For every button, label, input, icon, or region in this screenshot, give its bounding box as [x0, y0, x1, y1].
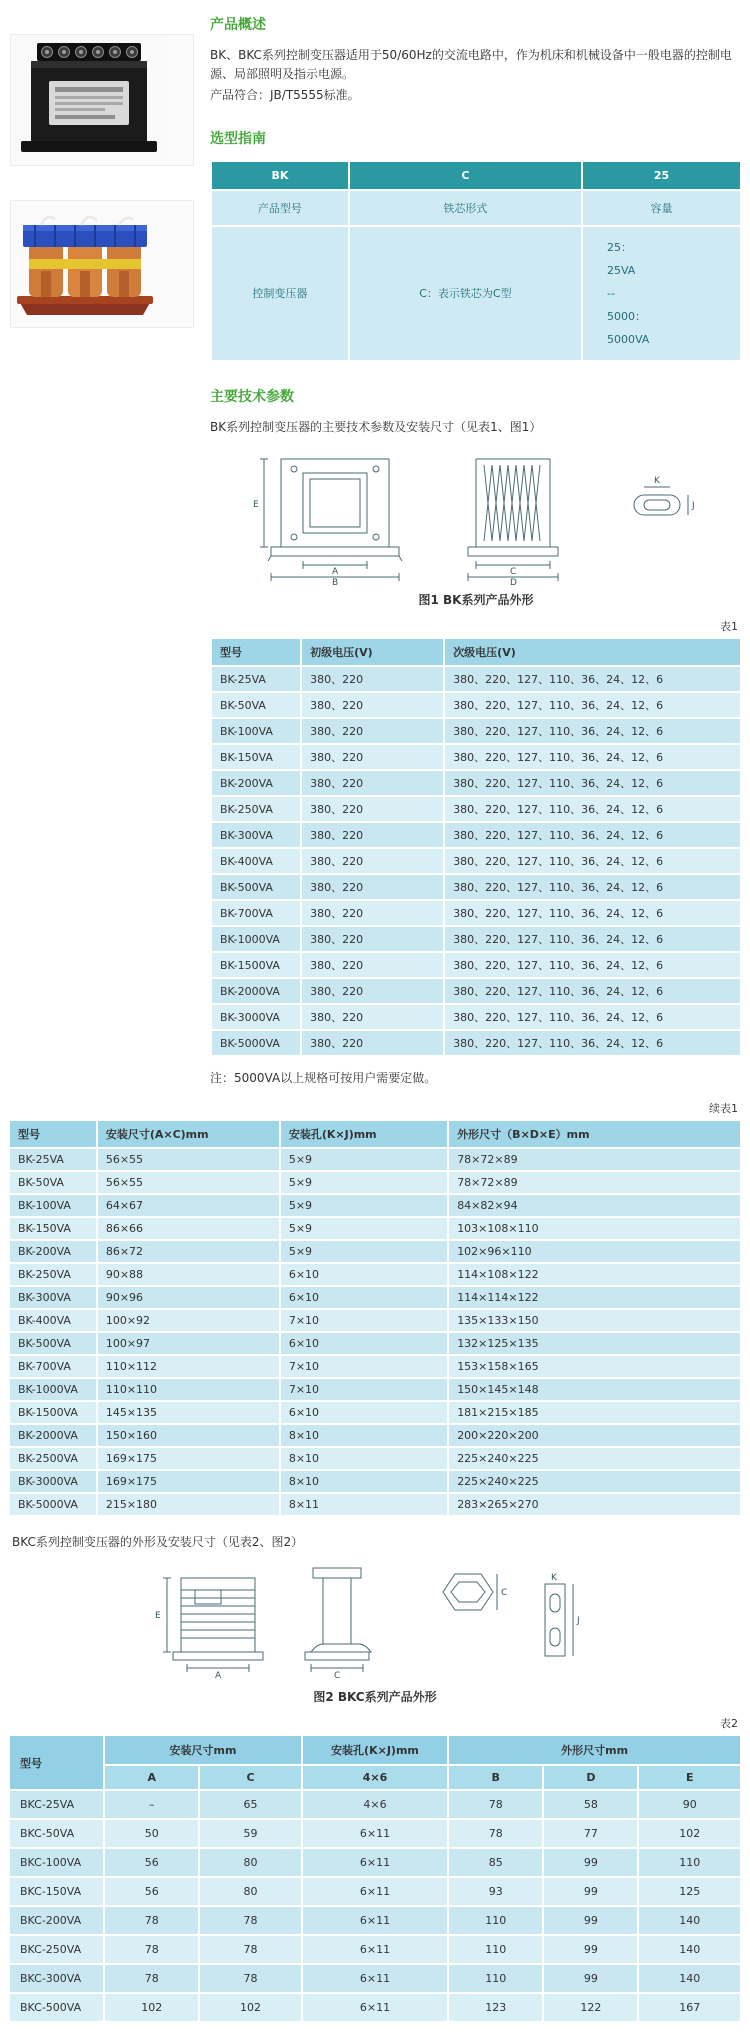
table-cell: 110	[448, 1964, 543, 1993]
table-cell: 215×180	[97, 1493, 280, 1516]
dim-label-e2: E	[155, 1611, 161, 1622]
table-cell: BK-1000VA	[9, 1378, 97, 1401]
table-row	[211, 926, 741, 952]
table-row	[9, 1355, 741, 1378]
table-cell: 8×10	[280, 1447, 448, 1470]
black-transformer-image	[11, 35, 167, 161]
figure1	[210, 447, 742, 585]
table-cell: 100×97	[97, 1332, 280, 1355]
table-cell: 380、220、127、110、36、24、12、6	[444, 666, 741, 692]
table2-bkc-dimensions	[8, 1734, 742, 2023]
table-cell: 78	[104, 1935, 199, 1964]
table2-header-model: 型号	[9, 1735, 104, 1790]
table-cell: BK-400VA	[9, 1309, 97, 1332]
table-row	[211, 900, 741, 926]
table-row	[9, 1309, 741, 1332]
table-cell: 380、220	[301, 1030, 444, 1056]
table-cell: 90	[638, 1790, 741, 1819]
column-header: 次级电压(V)	[444, 638, 741, 666]
bkc-intro: BKC系列控制变压器的外形及安装尺寸（见表2、图2）	[12, 1535, 304, 1550]
table2-body	[9, 1790, 741, 2022]
table-cell: 380、220	[301, 744, 444, 770]
table-cell: 200×220×200	[448, 1424, 741, 1447]
table2-header-outline: 外形尺寸mm	[448, 1735, 741, 1765]
table-row	[211, 952, 741, 978]
selection-label-capacity: 容量	[582, 190, 741, 226]
table-cell: BK-100VA	[211, 718, 301, 744]
table-cell: 283×265×270	[448, 1493, 741, 1516]
table-cell: BK-5000VA	[211, 1030, 301, 1056]
table-cell: 225×240×225	[448, 1470, 741, 1493]
dim-label-k2: K	[551, 1573, 557, 1584]
table-cell: 103×108×110	[448, 1217, 741, 1240]
table-row	[9, 1148, 741, 1171]
table-cell: 380、220、127、110、36、24、12、6	[444, 978, 741, 1004]
table-cell: 90×96	[97, 1286, 280, 1309]
table-cell: 135×133×150	[448, 1309, 741, 1332]
selection-header-row	[211, 161, 741, 190]
table-cell: 380、220	[301, 900, 444, 926]
table-cell: 8×10	[280, 1424, 448, 1447]
table-cell: 150×145×148	[448, 1378, 741, 1401]
table-row	[211, 978, 741, 1004]
table1-header-row	[211, 638, 741, 666]
table-cell: 125	[638, 1877, 741, 1906]
table-cell: 102	[104, 1993, 199, 2022]
table-cell: 99	[543, 1935, 638, 1964]
table-cell: 78×72×89	[448, 1171, 741, 1194]
table-row	[9, 1493, 741, 1516]
table-cell: BK-2500VA	[9, 1447, 97, 1470]
table-cell: 380、220	[301, 952, 444, 978]
table1-continued-dimensions	[8, 1119, 742, 1517]
selection-title: 选型指南	[210, 130, 266, 147]
capacity-line: 25：	[606, 240, 632, 254]
selection-label-core: 铁芯形式	[349, 190, 582, 226]
table-row	[211, 1004, 741, 1030]
table-cell: 6×11	[302, 1935, 448, 1964]
colored-transformer-image	[11, 201, 159, 323]
table-cell: 77	[543, 1819, 638, 1848]
dim-label-a2: A	[215, 1671, 222, 1682]
table-row	[9, 1877, 741, 1906]
table-row	[211, 874, 741, 900]
table-cell: 150×160	[97, 1424, 280, 1447]
table-cell: BK-1000VA	[211, 926, 301, 952]
table-cell: 78	[448, 1790, 543, 1819]
table-cell: BK-500VA	[211, 874, 301, 900]
dim-label-c: C	[510, 567, 517, 578]
table-cell: 380、220	[301, 874, 444, 900]
table-cell: 380、220	[301, 822, 444, 848]
table-row	[9, 1993, 741, 2022]
column-header: 安装孔(K×J)mm	[280, 1120, 448, 1148]
table-cell: BK-150VA	[211, 744, 301, 770]
table-cell: BK-3000VA	[211, 1004, 301, 1030]
table-cell: 6×11	[302, 1877, 448, 1906]
table-cell: 5×9	[280, 1240, 448, 1263]
table-cell: BK-2000VA	[211, 978, 301, 1004]
table-cell: 78×72×89	[448, 1148, 741, 1171]
dim-label-d: D	[510, 578, 517, 586]
selection-value-core: C：表示铁芯为C型	[349, 226, 582, 361]
table-cell: 6×11	[302, 1848, 448, 1877]
table-row	[9, 1401, 741, 1424]
product-photos-column	[8, 10, 194, 1086]
table-cell: 90×88	[97, 1263, 280, 1286]
column-header: E	[638, 1765, 741, 1790]
table-cell: BKC-150VA	[9, 1877, 104, 1906]
table-cell: BK-50VA	[211, 692, 301, 718]
dim-label-b: B	[332, 578, 339, 586]
continued-table-label: 续表1	[709, 1102, 738, 1116]
table-cell: 380、220、127、110、36、24、12、6	[444, 926, 741, 952]
dim-label-j2: J	[577, 1616, 580, 1627]
table-cell: 8×10	[280, 1470, 448, 1493]
table-cell: 380、220	[301, 770, 444, 796]
table-cell: 380、220、127、110、36、24、12、6	[444, 900, 741, 926]
bkc-outline-drawing	[145, 1560, 605, 1682]
table-cell: 86×72	[97, 1240, 280, 1263]
table-row	[211, 692, 741, 718]
table-row	[9, 1819, 741, 1848]
table-cell: 140	[638, 1935, 741, 1964]
table-row	[9, 1217, 741, 1240]
selection-value-row	[211, 226, 741, 361]
table-row	[211, 770, 741, 796]
table-row	[9, 1790, 741, 1819]
table-cell: 7×10	[280, 1309, 448, 1332]
capacity-line: --	[606, 286, 615, 300]
table-cell: 380、220、127、110、36、24、12、6	[444, 848, 741, 874]
table-cell: 80	[199, 1877, 301, 1906]
table-cell: 99	[543, 1848, 638, 1877]
overview-paragraph: BK、BKC系列控制变压器适用于50/60Hz的交流电路中，作为机床和机械设备中一般电器的控制电源、局部照明及指示电源。	[210, 48, 732, 82]
column-header: 初级电压(V)	[301, 638, 444, 666]
table-cell: 380、220、127、110、36、24、12、6	[444, 796, 741, 822]
table-cell: 5×9	[280, 1171, 448, 1194]
table-row	[9, 1848, 741, 1877]
table-cell: 78	[448, 1819, 543, 1848]
table-cell: 99	[543, 1964, 638, 1993]
table-cell: 86×66	[97, 1217, 280, 1240]
table-cell: 78	[104, 1906, 199, 1935]
table-cell: 380、220、127、110、36、24、12、6	[444, 952, 741, 978]
table-cell: 140	[638, 1964, 741, 1993]
table-cell: BK-50VA	[9, 1171, 97, 1194]
selection-header-c: C	[349, 161, 582, 190]
table-cell: BK-25VA	[9, 1148, 97, 1171]
column-header: A	[104, 1765, 199, 1790]
selection-guide-table	[210, 160, 742, 362]
column-header: B	[448, 1765, 543, 1790]
table-cell: 380、220	[301, 1004, 444, 1030]
content-column	[210, 10, 742, 1086]
continued-body	[9, 1148, 741, 1516]
table-cell: BK-200VA	[9, 1240, 97, 1263]
table-cell: 380、220、127、110、36、24、12、6	[444, 1030, 741, 1056]
dim-label-c2: C	[334, 1671, 341, 1682]
table-cell: 380、220、127、110、36、24、12、6	[444, 718, 741, 744]
table-cell: 65	[199, 1790, 301, 1819]
table-cell: BK-500VA	[9, 1332, 97, 1355]
table-cell: 167	[638, 1993, 741, 2022]
table-cell: 59	[199, 1819, 301, 1848]
table-cell: 169×175	[97, 1447, 280, 1470]
table-cell: 8×11	[280, 1493, 448, 1516]
table-cell: BK-150VA	[9, 1217, 97, 1240]
table-row	[9, 1470, 741, 1493]
table-row	[9, 1171, 741, 1194]
table-cell: 5×9	[280, 1148, 448, 1171]
table-cell: 102	[199, 1993, 301, 2022]
table-cell: BKC-500VA	[9, 1993, 104, 2022]
product-photo-colored-transformer	[10, 200, 194, 328]
table-cell: BK-25VA	[211, 666, 301, 692]
table-cell: BK-3000VA	[9, 1470, 97, 1493]
table2-label: 表2	[720, 1717, 738, 1731]
table-cell: 7×10	[280, 1378, 448, 1401]
table-cell: 380、220	[301, 666, 444, 692]
table-cell: 380、220、127、110、36、24、12、6	[444, 1004, 741, 1030]
table-row	[9, 1935, 741, 1964]
table-cell: 56×55	[97, 1148, 280, 1171]
table-cell: 380、220、127、110、36、24、12、6	[444, 874, 741, 900]
table-cell: 6×11	[302, 1993, 448, 2022]
table1-label: 表1	[720, 620, 738, 634]
table-cell: 6×10	[280, 1286, 448, 1309]
dim-label-e: E	[253, 500, 259, 511]
table-cell: BK-250VA	[9, 1263, 97, 1286]
table-cell: 78	[199, 1964, 301, 1993]
table-cell: 110	[448, 1906, 543, 1935]
table-cell: 380、220	[301, 926, 444, 952]
bk-outline-drawing	[226, 447, 726, 585]
dim-label-a: A	[332, 567, 339, 578]
table1-body	[211, 666, 741, 1056]
table-row	[9, 1906, 741, 1935]
column-header: 安装尺寸(A×C)mm	[97, 1120, 280, 1148]
table-cell: 110×110	[97, 1378, 280, 1401]
table-cell: 6×11	[302, 1964, 448, 1993]
table-cell: 110	[448, 1935, 543, 1964]
table-cell: BK-700VA	[9, 1355, 97, 1378]
table-row	[211, 744, 741, 770]
table-cell: 380、220	[301, 848, 444, 874]
table-cell: BKC-300VA	[9, 1964, 104, 1993]
table-cell: 181×215×185	[448, 1401, 741, 1424]
top-section	[8, 10, 742, 1086]
table-cell: BKC-200VA	[9, 1906, 104, 1935]
selection-value-capacity	[582, 226, 741, 361]
table-cell: BK-5000VA	[9, 1493, 97, 1516]
table-cell: BK-100VA	[9, 1194, 97, 1217]
figure2	[8, 1560, 742, 1682]
table2-header-mounting: 安装尺寸mm	[104, 1735, 302, 1765]
dim-label-c3: C	[501, 1588, 508, 1599]
table-cell: BKC-250VA	[9, 1935, 104, 1964]
table-cell: 6×10	[280, 1401, 448, 1424]
table-cell: 380、220	[301, 692, 444, 718]
table-cell: 100×92	[97, 1309, 280, 1332]
table-cell: BKC-25VA	[9, 1790, 104, 1819]
table-cell: 78	[199, 1906, 301, 1935]
table-cell: 84×82×94	[448, 1194, 741, 1217]
table-cell: 6×10	[280, 1263, 448, 1286]
table-cell: 380、220	[301, 978, 444, 1004]
table2-subheader-row	[9, 1765, 741, 1790]
table-row	[211, 822, 741, 848]
column-header: 4×6	[302, 1765, 448, 1790]
table-cell: 380、220	[301, 796, 444, 822]
table-cell: 380、220、127、110、36、24、12、6	[444, 744, 741, 770]
overview-title: 产品概述	[210, 17, 266, 33]
column-header: D	[543, 1765, 638, 1790]
table-cell: 114×108×122	[448, 1263, 741, 1286]
table-cell: 380、220、127、110、36、24、12、6	[444, 692, 741, 718]
table-row	[9, 1194, 741, 1217]
table-cell: BKC-100VA	[9, 1848, 104, 1877]
table-cell: 85	[448, 1848, 543, 1877]
table-cell: 169×175	[97, 1470, 280, 1493]
table-cell: 145×135	[97, 1401, 280, 1424]
table-cell: 102×96×110	[448, 1240, 741, 1263]
table-row	[9, 1447, 741, 1470]
tech-intro: BK系列控制变压器的主要技术参数及安装尺寸（见表1、图1）	[210, 420, 542, 435]
table-cell: 6×11	[302, 1906, 448, 1935]
table-cell: 122	[543, 1993, 638, 2022]
table-cell: –	[104, 1790, 199, 1819]
selection-value-model: 控制变压器	[211, 226, 349, 361]
table-cell: 380、220、127、110、36、24、12、6	[444, 822, 741, 848]
table-row	[211, 848, 741, 874]
dim-label-k: K	[654, 476, 660, 487]
table-cell: BK-2000VA	[9, 1424, 97, 1447]
table-cell: 56	[104, 1848, 199, 1877]
selection-label-model: 产品型号	[211, 190, 349, 226]
table-cell: 380、220、127、110、36、24、12、6	[444, 770, 741, 796]
figure1-caption: 图1 BK系列产品外形	[418, 593, 534, 608]
table2-header-row	[9, 1735, 741, 1765]
table-cell: 102	[638, 1819, 741, 1848]
table-cell: 110	[638, 1848, 741, 1877]
column-header: C	[199, 1765, 301, 1790]
table-cell: 7×10	[280, 1355, 448, 1378]
table-cell: BK-1500VA	[211, 952, 301, 978]
table-cell: 123	[448, 1993, 543, 2022]
table-row	[9, 1286, 741, 1309]
table-cell: BK-200VA	[211, 770, 301, 796]
table-row	[211, 718, 741, 744]
table-cell: 64×67	[97, 1194, 280, 1217]
table-cell: 50	[104, 1819, 199, 1848]
capacity-line: 5000VA	[606, 332, 650, 346]
column-header: 型号	[9, 1120, 97, 1148]
table-cell: 4×6	[302, 1790, 448, 1819]
figure2-caption: 图2 BKC系列产品外形	[313, 1690, 437, 1705]
table-cell: BKC-50VA	[9, 1819, 104, 1848]
overview-standard: 产品符合：JB/T5555标准。	[210, 88, 360, 103]
capacity-line: 5000：	[606, 309, 646, 323]
table-cell: 78	[104, 1964, 199, 1993]
selection-header-bk: BK	[211, 161, 349, 190]
table-cell: 110×112	[97, 1355, 280, 1378]
table-cell: BK-700VA	[211, 900, 301, 926]
table-cell: 132×125×135	[448, 1332, 741, 1355]
table-cell: 140	[638, 1906, 741, 1935]
table-cell: 80	[199, 1848, 301, 1877]
table-cell: 6×10	[280, 1332, 448, 1355]
table2-header-holes: 安装孔(K×J)mm	[302, 1735, 448, 1765]
column-header: 外形尺寸（B×D×E）mm	[448, 1120, 741, 1148]
table-cell: 93	[448, 1877, 543, 1906]
table-row	[9, 1964, 741, 1993]
selection-label-row	[211, 190, 741, 226]
table-row	[9, 1332, 741, 1355]
table-cell: 153×158×165	[448, 1355, 741, 1378]
table-cell: BK-300VA	[9, 1286, 97, 1309]
table-cell: 114×114×122	[448, 1286, 741, 1309]
table-cell: 225×240×225	[448, 1447, 741, 1470]
continued-header-row	[9, 1120, 741, 1148]
table-cell: 58	[543, 1790, 638, 1819]
table-cell: 56×55	[97, 1171, 280, 1194]
product-photo-black-transformer	[10, 34, 194, 166]
table-row	[211, 666, 741, 692]
table-cell: 99	[543, 1906, 638, 1935]
table-cell: 56	[104, 1877, 199, 1906]
table-cell: BK-300VA	[211, 822, 301, 848]
table-cell: BK-250VA	[211, 796, 301, 822]
table-row	[211, 1030, 741, 1056]
table-cell: 5×9	[280, 1217, 448, 1240]
table-cell: 5×9	[280, 1194, 448, 1217]
table1-note: 注：5000VA以上规格可按用户需要定做。	[210, 1071, 437, 1086]
selection-header-25: 25	[582, 161, 741, 190]
table-cell: 6×11	[302, 1819, 448, 1848]
table-cell: 99	[543, 1877, 638, 1906]
column-header: 型号	[211, 638, 301, 666]
table-row	[9, 1263, 741, 1286]
table-cell: 78	[199, 1935, 301, 1964]
dim-label-j: J	[692, 501, 695, 512]
table-row	[9, 1240, 741, 1263]
continued-table-section	[8, 1100, 742, 2023]
table-row	[9, 1424, 741, 1447]
capacity-line: 25VA	[606, 263, 636, 277]
table-row	[9, 1378, 741, 1401]
table1-voltages	[210, 637, 742, 1057]
table-row	[211, 796, 741, 822]
tech-title: 主要技术参数	[210, 389, 294, 406]
table-cell: 380、220	[301, 718, 444, 744]
table-cell: BK-400VA	[211, 848, 301, 874]
table-cell: BK-1500VA	[9, 1401, 97, 1424]
